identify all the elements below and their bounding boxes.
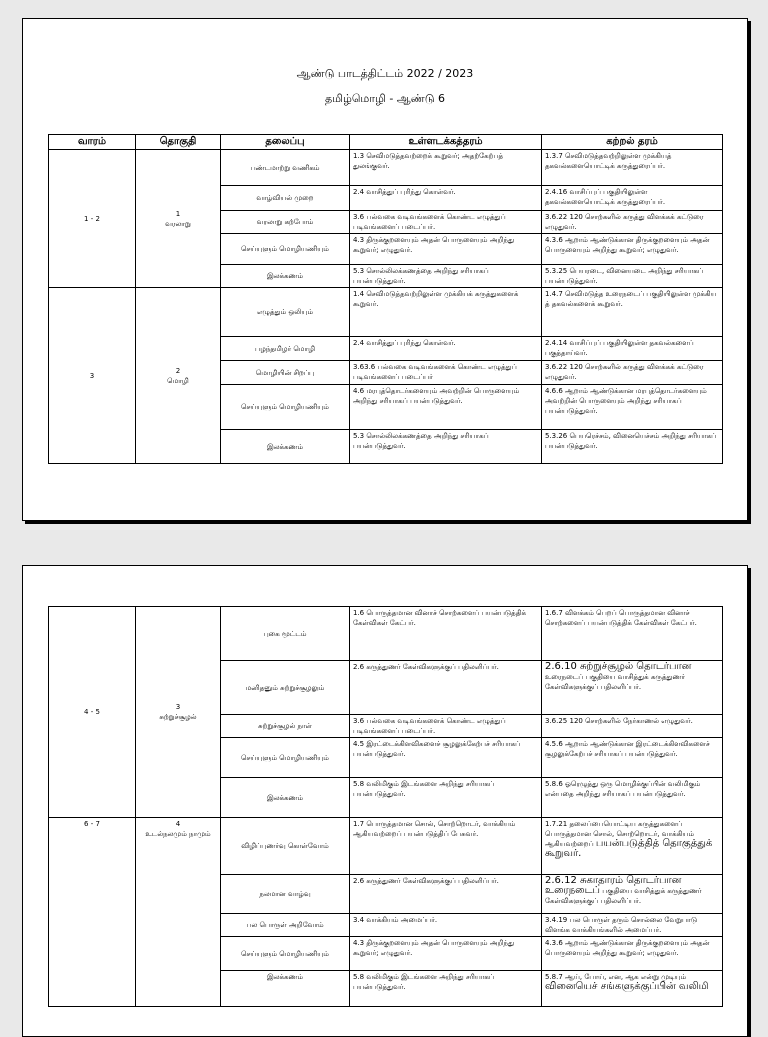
unit-cell: [136, 818, 221, 1007]
learning-standard-cell: 5.3.25 பெயரடை, வினையடை அறிந்து சரியாகப் பயன்படுத்துவர்.: [542, 265, 723, 288]
learning-standard-text: பயன்படுத்துவர்.: [625, 750, 678, 758]
content-standard-cell: 5.8 வலிமிகும் இடங்களை அறிந்து சரியாகப் பயன்படுத்துவர்.: [350, 778, 542, 818]
content-standard-cell: 5.3 சொல்லிலக்கணத்தை அறிந்து சரியாகப் பயன்படுத்துவர்.: [350, 430, 542, 464]
table-row: [49, 288, 723, 337]
learning-standard-lead: 2.6.12 சுகாதாரம் தொடர்பான உரைநடைப்: [545, 875, 682, 896]
topic-cell: இலக்கணம்: [221, 778, 350, 818]
topic-cell: எழுத்தும் ஒலியும்: [221, 288, 350, 337]
topic-cell: புகை மூட்டம்: [221, 607, 350, 661]
learning-standard-cell: 4.3.6 ஆறாம் ஆண்டுக்கான திருக்குறளையும் அதன் பொருளையும் அறிந்து கூறுவர்; எழுதுவர்.: [542, 937, 723, 971]
content-standard-cell: 3.4 வாக்கியம் அமைப்பர்.: [350, 914, 542, 937]
unit-cell: [136, 288, 221, 464]
learning-standard-cell: 5.8.6 ஓரெழுத்து ஒரு மொழிக்குப்பின் வலிமிகும் என்பதை அறிந்து சரியாகப் பயன்படுத்துவர்.: [542, 778, 723, 818]
document-subtitle: தமிழ்மொழி - ஆண்டு 6: [324, 92, 446, 105]
learning-standard-cell: 3.6.22 120 சொற்களில் கருத்து விளக்கக் கட்டுரை எழுதுவர்.: [542, 211, 723, 234]
col-header-unit: தொகுதி: [136, 135, 221, 150]
content-standard-cell: 3.6 பல்வகை வடிவங்களைக் கொண்ட எழுத்துப் படிவங்களைப் படைப்பர்.: [350, 715, 542, 738]
unit-number: 4: [175, 820, 181, 828]
topic-cell: பண்டமாற்று வணிகம்: [221, 150, 350, 186]
table-row: [49, 818, 723, 875]
table-row: [49, 607, 723, 661]
content-standard-cell: 2.6 கருத்துணர் கேள்விகளுக்குப் பதிலளிப்பர்.: [350, 661, 542, 715]
content-standard-cell: 1.6 பொருத்தமான வினாச் சொற்களைப் பயன்படுத்திக் கேள்விகள் கேட்பர்.: [350, 607, 542, 661]
learning-standard-tail: பயன்படுத்தித் தொகுத்துக் கூறுவர்.: [545, 838, 713, 859]
lesson-plan-table-1: [48, 134, 723, 464]
content-standard-cell: 4.3 திருக்குறளையும் அதன் பொருளையும் அறிந்து கூறுவர்; எழுதுவர்.: [350, 234, 542, 265]
learning-standard-cell: 1.4.7 செவிமடுத்த உரைநடைப் பகுதியிலுள்ள முக்கிய த் தகவல்களைக் கூறுவர்.: [542, 288, 723, 337]
learning-standard-text: 1.7.21 தலைப்பையொட்டிய கருத்துகளைப் பொருத்தமான சொல், சொற்றொடர், வாக்கியம் ஆகியவற்றைப்: [545, 820, 694, 848]
content-standard-cell: 5.3 சொல்லிலக்கணத்தை அறிந்து சரியாகப் பயன்படுத்துவர்.: [350, 265, 542, 288]
learning-standard-text: உரைநடைப் பகுதியை வாசித்துக் கருத்துணர் கேள்விகளுக்குப் பதிலளிப்பர்.: [545, 673, 686, 691]
learning-standard-cell: [542, 971, 723, 1007]
topic-cell: இலக்கணம்: [221, 265, 350, 288]
content-standard-cell: 5.8 வலிமிகும் இடங்களை அறிந்து சரியாகப் பயன்படுத்துவர்.: [350, 971, 542, 1007]
week-cell: 6 - 7: [49, 818, 136, 1007]
topic-cell: பழந்தமிழர் மொழி: [221, 337, 350, 361]
content-standard-cell: 2.4 வாசித்துப் புரிந்து கொள்வர்.: [350, 186, 542, 211]
learning-standard-lead: 2.6.10 சுற்றுச்சூழல் தொடர்பான: [545, 661, 692, 672]
learning-standard-cell: [542, 818, 723, 875]
topic-cell: மனிதனும் சுற்றுச்சூழலும்: [221, 661, 350, 715]
col-header-learning-standard: கற்றல் தரம்: [542, 135, 723, 150]
topic-cell: நலமான வாழ்வு: [221, 875, 350, 914]
unit-number: 3: [175, 703, 181, 711]
topic-cell: வரலாறு கற்போம்: [221, 211, 350, 234]
topic-cell: பல பொருள் அறிவோம்: [221, 914, 350, 937]
learning-standard-cell: 3.6.22 120 சொற்களில் கருத்து விளக்கக் கட்டுரை எழுதுவர்.: [542, 361, 723, 385]
topic-cell: செய்யுளும் மொழியணியும்: [221, 234, 350, 265]
learning-standard-cell: [542, 661, 723, 715]
unit-cell: [136, 150, 221, 288]
topic-cell: மொழியின் சிறப்பு: [221, 361, 350, 385]
learning-standard-cell: [542, 875, 723, 914]
week-cell: 4 - 5: [49, 607, 136, 818]
learning-standard-cell: 3.4.19 பல பொருள் தரும் சொல்லை வேறுபாடு விளங்க வாக்கியங்களில் அமைப்பர்.: [542, 914, 723, 937]
content-standard-cell: 1.3 செவிமடுத்தவற்றைக் கூறுவர்; அதற்கேற்பத் துலங்குவர்.: [350, 150, 542, 186]
unit-name: வரலாறு: [165, 219, 191, 228]
unit-name: சுற்றுச்சூழல்: [159, 713, 197, 721]
topic-cell: சுற்றுச்சூழல் நாள்: [221, 715, 350, 738]
learning-standard-tail: வினையெச் சங்களுக்குப்பின் வலிமி: [545, 981, 709, 992]
learning-standard-cell: 4.3.6 ஆறாம் ஆண்டுக்கான திருக்குறளையும் அதன் பொருளையும் அறிந்து கூறுவர்; எழுதுவர்.: [542, 234, 723, 265]
learning-standard-lead: 4.5.6 ஆறாம் ஆண்டுக்கான இரட்டைக்கிளவிகளைச் சூழலுக்கேற்பச் சரியாகப்: [545, 740, 710, 758]
col-header-content-standard: உள்ளடக்கத்தரம்: [350, 135, 542, 150]
learning-standard-cell: [542, 738, 723, 778]
content-standard-cell: 2.6 கருத்துணர் கேள்விகளுக்குப் பதிலளிப்பர்.: [350, 875, 542, 914]
week-cell: 3: [49, 288, 136, 464]
unit-number: 2: [175, 366, 181, 375]
topic-cell: செய்யுளும் மொழியணியும்: [221, 937, 350, 971]
learning-standard-cell: 3.6.25 120 சொற்களில் நேர்காணல் எழுதுவர்.: [542, 715, 723, 738]
topic-cell: இலக்கணம்: [221, 430, 350, 464]
content-standard-cell: 3.63.6 பல்வகை வடிவங்களைக் கொண்ட எழுத்துப் படிவங்களைப் படைப்பர்: [350, 361, 542, 385]
topic-cell: செய்யுளும் மொழியணியும்: [221, 385, 350, 430]
topic-cell: இலக்கணம்: [221, 971, 350, 1007]
learning-standard-text: 5.8.7 ஆய், போய், என, ஆக என்று முடியும்: [545, 973, 687, 981]
learning-standard-cell: 4.6.6 ஆறாம் ஆண்டுக்கான மரபுத்தொடர்களையும் அவற்றின் பொருளையும் அறிந்து சரியாகப் பயன்படுத்துவர்.: [542, 385, 723, 430]
unit-number: 1: [175, 209, 181, 218]
table-row: [49, 150, 723, 186]
topic-cell: விழிப்புணர்வு கொள்வோம்: [221, 818, 350, 875]
learning-standard-cell: 2.4.14 வாசிப்புப் பகுதியிலுள்ள தகவல்களைப் பகுத்தாய்வர்.: [542, 337, 723, 361]
lesson-plan-table-2: [48, 606, 723, 1007]
document-page-1: [22, 18, 748, 521]
content-standard-cell: 4.6 மரபுத்தொடர்களையும் அவற்றின் பொருளையும் அறிந்து சரியாகப் பயன்படுத்துவர்.: [350, 385, 542, 430]
unit-name: உடல்நலமும் நாமும்: [145, 830, 211, 838]
content-standard-cell: 2.4 வாசித்துப் புரிந்து கொள்வர்.: [350, 337, 542, 361]
topic-cell: வாழ்வியல் முறை: [221, 186, 350, 211]
learning-standard-cell: 1.3.7 செவிமடுத்தவற்றிலுள்ள முக்கியத் தகவல்களையொட்டிக் கருத்துரைப்பர்.: [542, 150, 723, 186]
col-header-topic: தலைப்பு: [221, 135, 350, 150]
learning-standard-cell: 1.6.7 விளக்கம் பெறப் பொருத்தமான வினாச் சொற்களைப் பயன்படுத்திக் கேள்விகள் கேட்பர்.: [542, 607, 723, 661]
learning-standard-cell: 2.4.16 வாசிப்புப் பகுதியிலுள்ள தகவல்களையொட்டிக் கருத்துரைப்பர்.: [542, 186, 723, 211]
week-cell: 1 - 2: [49, 150, 136, 288]
document-page-2: [22, 565, 748, 1037]
content-standard-cell: 1.7 பொருத்தமான சொல், சொற்றொடர், வாக்கியம் ஆகியவற்றைப் பயன்படுத்திப் பேசுவர்.: [350, 818, 542, 875]
learning-standard-text: பகுதியை வாசித்துக் கருத்துணர் கேள்விகளுக்குப் பதிலளிப்பர்.: [545, 887, 702, 905]
learning-standard-cell: 5.3.26 பெயரெச்சம், வினையெச்சம் அறிந்து சரியாகப் பயன்படுத்துவர்.: [542, 430, 723, 464]
content-standard-cell: 4.5 இரட்டைக்கிளவிகளைச் சூழலுக்கேற்பச் சரியாகப் பயன்படுத்துவர்.: [350, 738, 542, 778]
unit-name: மொழி: [167, 376, 189, 385]
document-title: ஆண்டு பாடத்திட்டம் 2022 / 2023: [296, 67, 474, 80]
col-header-week: வாரம்: [49, 135, 136, 150]
content-standard-cell: 4.3 திருக்குறளையும் அதன் பொருளையும் அறிந்து கூறுவர்; எழுதுவர்.: [350, 937, 542, 971]
unit-cell: [136, 607, 221, 818]
content-standard-cell: 3.6 பல்வகை வடிவங்களைக் கொண்ட எழுத்துப் படிவங்களைப் படைப்பர்.: [350, 211, 542, 234]
content-standard-cell: 1.4 செவிமடுத்தவற்றிலுள்ள முக்கியக் கருத்துகளைக் கூறுவர்.: [350, 288, 542, 337]
topic-cell: செய்யுளும் மொழியணியும்: [221, 738, 350, 778]
